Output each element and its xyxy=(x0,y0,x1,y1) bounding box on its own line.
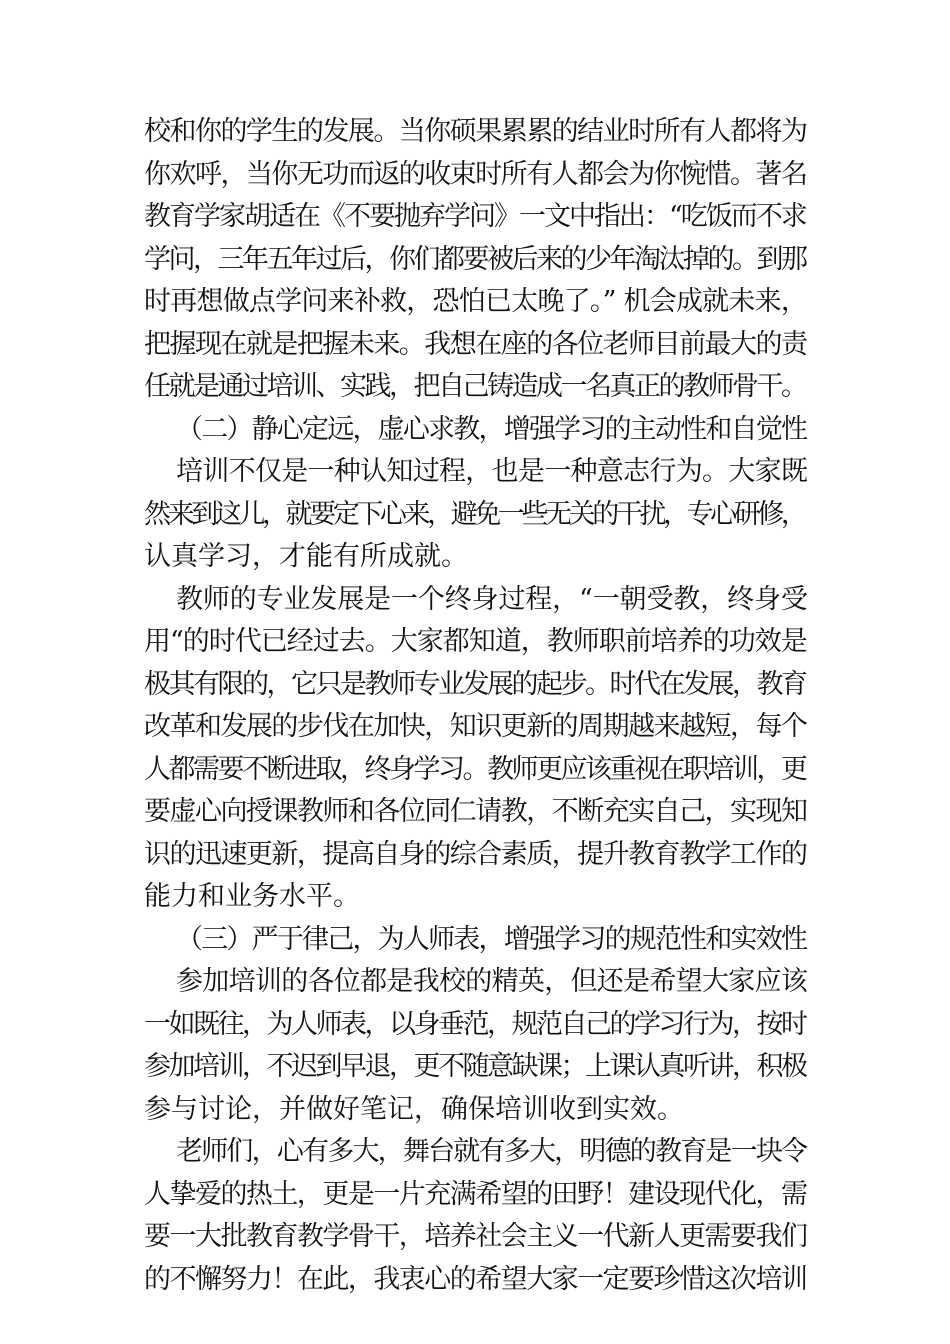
text-line: 认真学习，才能有所成就。 xyxy=(144,541,468,572)
text-line: （二）静心定远，虚心求教，增强学习的主动性和自觉性 xyxy=(176,413,807,445)
text-line: 要一大批教育教学骨干，培养社会主义一代新人更需要我们 xyxy=(144,1221,807,1252)
text-line: （三）严于律己，为人师表，增强学习的规范性和实效性 xyxy=(176,923,807,955)
body-text xyxy=(144,111,808,1301)
text-line: 用“的时代已经过去。大家都知道，教师职前培养的功效是 xyxy=(144,626,807,657)
text-line: 的不懈努力！在此，我衷心的希望大家一定要珍惜这次培训 xyxy=(144,1263,807,1295)
text-line: 然来到这儿，就要定下心来，避免一些无关的干扰，专心研修， xyxy=(144,498,805,530)
text-line: 任就是通过培训、实践，把自己铸造成一名真正的教师骨干。 xyxy=(144,371,806,402)
text-line: 教师的专业发展是一个终身过程，“一朝受教，终身受 xyxy=(176,583,808,615)
text-line: 老师们，心有多大，舞台就有多大，明德的教育是一块令 xyxy=(176,1136,807,1167)
text-line: 参加培训，不迟到早退，更不随意缺课；上课认真听讲，积极 xyxy=(144,1051,806,1082)
text-line: 能力和业务水平。 xyxy=(144,881,360,912)
text-line: 参与讨论，并做好笔记，确保培训收到实效。 xyxy=(144,1093,684,1125)
text-line: 参加培训的各位都是我校的精英，但还是希望大家应该 xyxy=(176,966,808,997)
text-line: 把握现在就是把握未来。我想在座的各位老师目前最大的责 xyxy=(144,328,807,360)
text-line: 时再想做点学问来补救，恐怕已太晚了。” 机会成就未来， xyxy=(144,286,808,317)
text-line: 校和你的学生的发展。当你硕果累累的结业时所有人都将为 xyxy=(144,116,807,147)
text-line: 你欢呼，当你无功而返的收束时所有人都会为你惋惜。著名 xyxy=(144,158,807,190)
text-line: 极其有限的，它只是教师专业发展的起步。时代在发展，教育 xyxy=(144,668,806,700)
text-line: 教育学家胡适在《不要抛弃学问》一文中指出：“吃饭而不求 xyxy=(144,201,806,232)
text-line: 一如既往，为人师表，以身垂范，规范自己的学习行为，按时 xyxy=(144,1008,806,1040)
text-line: 识的迅速更新，提高自身的综合素质，提升教育教学工作的 xyxy=(144,838,807,870)
text-line: 人都需要不断进取，终身学习。教师更应该重视在职培训，更 xyxy=(144,753,806,785)
text-line: 要虚心向授课教师和各位同仁请教，不断充实自己，实现知 xyxy=(144,796,807,827)
text-line: 学问，三年五年过后，你们都要被后来的少年淘汰掉的。到那 xyxy=(144,243,806,275)
text-line: 培训不仅是一种认知过程，也是一种意志行为。大家既 xyxy=(176,456,808,487)
text-line: 人挚爱的热土，更是一片充满希望的田野！建设现代化，需 xyxy=(144,1178,807,1210)
text-line: 改革和发展的步伐在加快，知识更新的周期越来越短，每个 xyxy=(144,711,807,742)
